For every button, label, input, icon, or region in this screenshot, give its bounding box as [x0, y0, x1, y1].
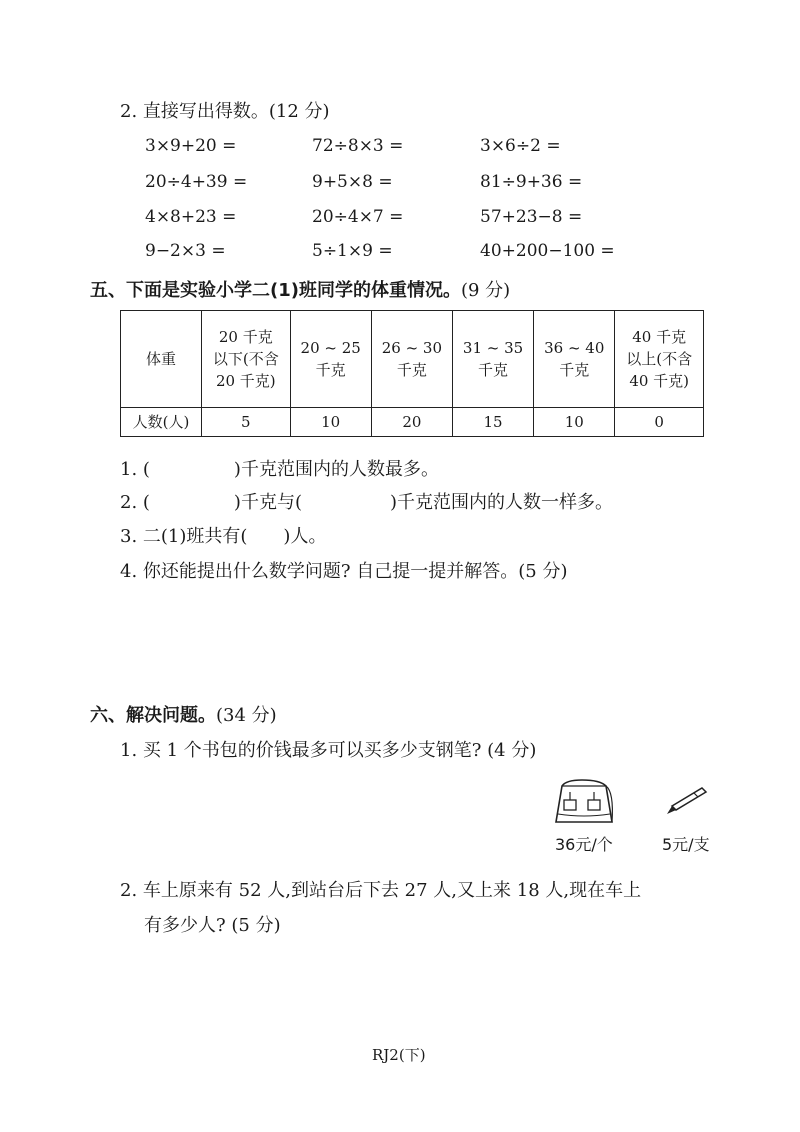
count-cell: 20 — [371, 408, 452, 437]
bag-price: 36元/个 — [555, 835, 613, 854]
range-cell: 40 千克 以上(不含 40 千克) — [615, 311, 704, 408]
question-6-2-line1: 2. 车上原来有 52 人,到站台后下去 27 人,又上来 18 人,现在车上 — [120, 880, 642, 901]
question-6-1: 1. 买 1 个书包的价钱最多可以买多少支钢笔? (4 分) — [120, 740, 537, 761]
problem: 40+200−100 = — [480, 241, 615, 261]
problem: 81÷9+36 = — [480, 172, 583, 192]
range-cell: 20 ~ 25 千克 — [290, 311, 371, 408]
question-5-2: 2. ( )千克与( )千克范围内的人数一样多。 — [120, 492, 613, 513]
range-cell: 36 ~ 40 千克 — [534, 311, 615, 408]
count-cell: 0 — [615, 408, 704, 437]
count-cell: 10 — [534, 408, 615, 437]
count-label: 人数(人) — [121, 408, 202, 437]
fountain-pen-icon — [664, 786, 708, 816]
weight-table — [120, 310, 704, 437]
range-cell: 31 ~ 35 千克 — [452, 311, 533, 408]
pen-price: 5元/支 — [662, 835, 710, 854]
question-5-1: 1. ( )千克范围内的人数最多。 — [120, 459, 439, 480]
table-header-label: 体重 — [121, 311, 202, 408]
question-5-3: 3. 二(1)班共有( )人。 — [120, 526, 327, 547]
mental-math-title: 2. 直接写出得数。(12 分) — [120, 101, 330, 122]
problem: 9+5×8 = — [312, 172, 393, 192]
count-cell: 10 — [290, 408, 371, 437]
range-cell: 26 ~ 30 千克 — [371, 311, 452, 408]
problem: 3×9+20 = — [145, 136, 237, 156]
section6-heading: 六、解决问题。(34 分) — [90, 705, 277, 726]
problem: 4×8+23 = — [145, 207, 237, 227]
problem: 20÷4×7 = — [312, 207, 404, 227]
question-6-2-line2: 有多少人? (5 分) — [144, 915, 281, 936]
page-footer: RJ2(下) — [372, 1046, 426, 1064]
problem: 20÷4+39 = — [145, 172, 248, 192]
problem: 57+23−8 = — [480, 207, 583, 227]
problem: 9−2×3 = — [145, 241, 226, 261]
problem: 3×6÷2 = — [480, 136, 561, 156]
question-5-4: 4. 你还能提出什么数学问题? 自己提一提并解答。(5 分) — [120, 561, 568, 582]
count-cell: 5 — [202, 408, 291, 437]
range-cell: 20 千克 以下(不含 20 千克) — [202, 311, 291, 408]
schoolbag-icon — [552, 778, 616, 826]
problem: 72÷8×3 = — [312, 136, 404, 156]
section5-heading: 五、下面是实验小学二(1)班同学的体重情况。(9 分) — [90, 280, 511, 301]
count-cell: 15 — [452, 408, 533, 437]
problem: 5÷1×9 = — [312, 241, 393, 261]
